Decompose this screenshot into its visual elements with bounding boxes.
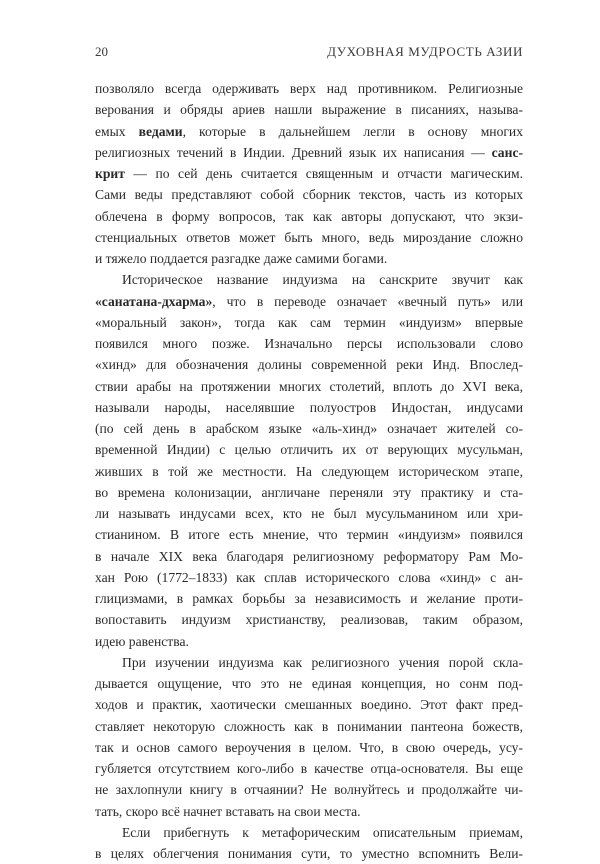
text-segment: в начале XIX века благодаря религиозному реформатору Рам Мо-	[95, 548, 523, 564]
text-segment: идею равенства.	[95, 633, 189, 649]
text-line	[95, 779, 523, 800]
text-line	[95, 354, 523, 375]
text-line	[95, 163, 523, 184]
text-line	[95, 312, 523, 333]
text-segment: , которые в дальнейшем легли в основу многих	[182, 123, 524, 139]
text-segment: появился много позже. Изначально персы использовали слово	[95, 336, 523, 351]
text-segment: в целях облегчения понимания сути, то уместно вспомнить Вели-	[95, 846, 523, 861]
text-segment: верования и обряды ариев нашли выражение в писаниях, называ-	[95, 102, 523, 118]
text-segment: называли народы, населявшие полуостров Индостан, индусами	[95, 399, 523, 415]
text-segment: губляется отсутствием кого-либо в качестве отца-основателя. Вы еще	[95, 761, 523, 776]
text-line	[95, 248, 523, 269]
text-segment: живших в той же местности. На следующем историческом этапе,	[95, 463, 523, 479]
text-segment: При изучении индуизма как религиозного учения порой скла-	[122, 654, 523, 670]
text-line	[95, 142, 523, 163]
text-segment: тать, скоро всё начнет вставать на свои места.	[95, 803, 361, 819]
text-segment: Историческое название индуизма на санскрите звучит как	[122, 272, 523, 288]
text-line	[95, 78, 523, 99]
text-segment: не захлопнули книгу в отчаянии? Не волнуйтесь и продолжайте чи-	[95, 782, 523, 798]
text-line	[95, 461, 523, 482]
text-segment: хан Рою (1772–1833) как сплав исторического слова «хинд» с ан-	[95, 569, 523, 585]
text-line	[95, 567, 523, 588]
text-line	[95, 737, 523, 758]
text-segment: вопоставить индуизм христианству, реализовав, таким образом,	[95, 612, 523, 628]
text-line	[95, 269, 523, 290]
paragraph	[95, 269, 523, 652]
text-line	[95, 184, 523, 205]
text-line	[95, 99, 523, 120]
text-segment: «моральный закон», тогда как сам термин «индуизм» впервые	[95, 314, 523, 330]
text-line	[95, 482, 523, 503]
text-line	[95, 588, 523, 609]
text-line	[95, 397, 523, 418]
text-line	[95, 376, 523, 397]
text-segment: временной Индии) с целью отличить их от верующих мусульман,	[95, 442, 523, 458]
text-segment: стенциальных ответов может быть много, ведь мироздание сложно	[95, 229, 523, 245]
text-line	[95, 652, 523, 673]
text-line	[95, 843, 523, 864]
paragraph	[95, 652, 523, 822]
text-segment: ходов и практик, хаотически смешанных воедино. Этот факт пред-	[95, 697, 523, 713]
body-text	[95, 78, 523, 864]
text-line	[95, 631, 523, 652]
text-segment: (по сей день в арабском языке «аль-хинд» означает жителей со-	[95, 421, 523, 436]
paragraph	[95, 822, 523, 864]
text-segment: глицизмами, в рамках борьбы за независимость и желание проти-	[95, 591, 523, 606]
text-line	[95, 524, 523, 545]
bold-term: крит	[95, 166, 125, 181]
text-segment: емых	[95, 123, 139, 139]
text-segment: во времена колонизации, англичане переняли эту практику и ста-	[95, 484, 523, 500]
text-line	[95, 206, 523, 227]
text-segment: , что в переводе означает «вечный путь» или	[212, 293, 523, 309]
text-line	[95, 758, 523, 779]
text-segment: — по сей день считается священным и отчасти магическим.	[124, 166, 523, 181]
text-line	[95, 716, 523, 737]
text-segment: религиозных течений в Индии. Древний язык их написания —	[95, 144, 492, 160]
text-segment: Сами веды представляют собой сборник текстов, часть из которых	[95, 187, 523, 203]
text-segment: «хинд» для обозначения долины современной реки Инд. Впослед-	[95, 357, 523, 373]
text-line	[95, 121, 523, 142]
text-segment: позволяло всегда одерживать верх над противником. Религиозные	[95, 81, 523, 96]
text-line	[95, 801, 523, 822]
bold-term: ведами	[138, 123, 183, 139]
text-line	[95, 291, 523, 312]
text-line	[95, 439, 523, 460]
text-line	[95, 503, 523, 524]
running-title: ДУХОВНАЯ МУДРОСТЬ АЗИИ	[327, 44, 523, 59]
bold-term: санс-	[491, 144, 523, 160]
text-segment: стианином. В итоге есть мнение, что термин «индуизм» появился	[95, 527, 523, 543]
text-line	[95, 694, 523, 715]
text-line	[95, 546, 523, 567]
text-line	[95, 822, 523, 843]
text-segment: так и основ самого вероучения в целом. Что, в свою очередь, усу-	[95, 739, 523, 755]
page-number: 20	[95, 44, 108, 59]
text-segment: облечена в форму вопросов, так как авторы допускают, что экзи-	[95, 208, 523, 224]
text-segment: дывается ощущение, что это не единая концепция, но сонм под-	[95, 676, 523, 691]
text-line	[95, 418, 523, 439]
text-line	[95, 333, 523, 354]
paragraph	[95, 78, 523, 269]
text-line	[95, 227, 523, 248]
text-segment: ствии арабы на протяжении многих столетий, вплоть до XVI века,	[95, 378, 523, 394]
bold-term: «санатана-дхарма»	[95, 293, 213, 309]
text-segment: и тяжело поддается разгадке даже самими богами.	[95, 251, 388, 266]
text-line	[95, 609, 523, 630]
text-segment: ли называть индусами всех, кто не был мусульманином или хри-	[95, 506, 523, 521]
text-segment: Если прибегнуть к метафорическим описательным приемам,	[122, 824, 523, 840]
text-line	[95, 673, 523, 694]
text-segment: ставляет некоторую сложность как в понимании пантеона божеств,	[95, 718, 523, 734]
